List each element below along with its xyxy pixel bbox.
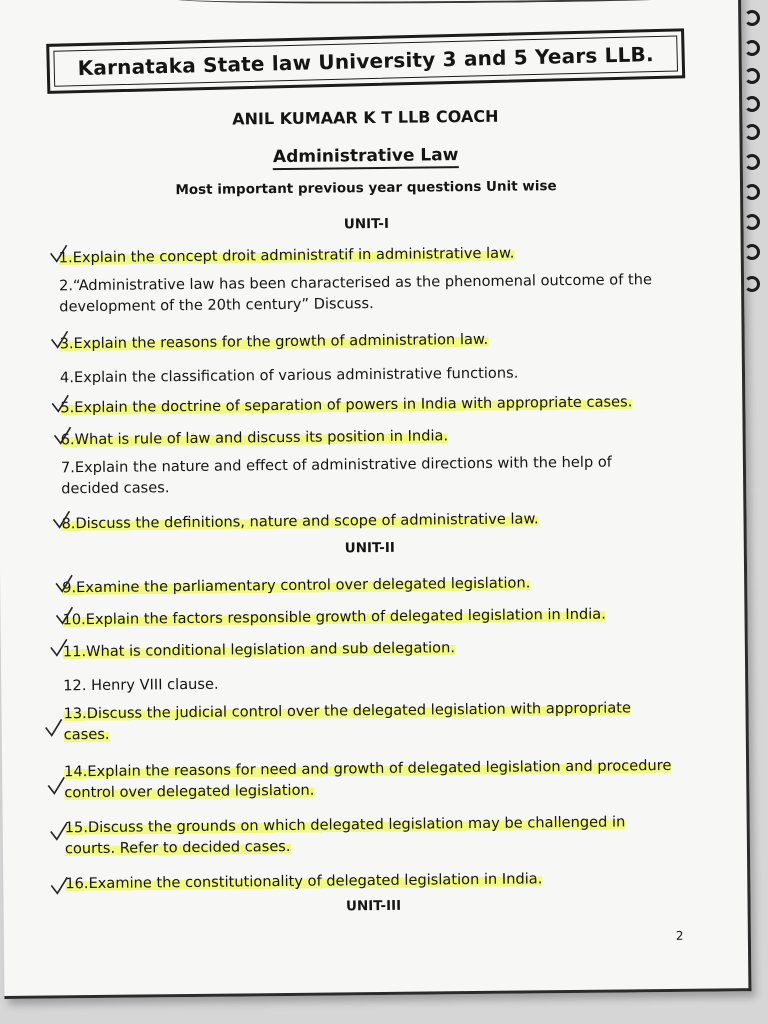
checkmark-icon bbox=[49, 637, 69, 659]
title-box bbox=[46, 28, 685, 94]
question-text: Henry VIII clause. bbox=[90, 675, 219, 695]
question-text: Discuss the definitions, nature and scope of administrative law. bbox=[75, 510, 539, 533]
checkmark-icon bbox=[54, 573, 77, 597]
question-number: 4. bbox=[59, 369, 75, 387]
binding-ring-icon bbox=[744, 244, 760, 260]
question-item bbox=[63, 635, 673, 662]
unit-heading: UNIT-II bbox=[344, 539, 395, 557]
binding-ring-icon bbox=[744, 68, 760, 84]
question-text: Explain the doctrine of separation of powers in India with appropriate cases. bbox=[74, 393, 633, 417]
question-item bbox=[60, 361, 670, 388]
unit-heading: UNIT-I bbox=[343, 215, 390, 233]
subject-heading bbox=[0, 142, 736, 170]
question-text: Explain the classification of various administrative functions. bbox=[73, 364, 519, 387]
question-text: Discuss the judicial control over the delegated legislation with appropriate cases. bbox=[63, 699, 632, 744]
binding-ring-icon bbox=[744, 124, 760, 140]
question-number: 1. bbox=[58, 249, 73, 267]
checkmark-icon bbox=[49, 243, 69, 265]
checkmark-icon bbox=[49, 821, 69, 843]
checkmark-icon bbox=[52, 425, 72, 447]
checkmark-icon bbox=[46, 775, 66, 797]
subject-text: Administrative Law bbox=[273, 145, 459, 170]
question-text: Discuss the grounds on which delegated legislation may be challenged in courts. Refer to decided cases. bbox=[64, 813, 626, 858]
question-text: Explain the factors responsible growth of delegated legislation in India. bbox=[85, 605, 606, 629]
question-number: 11. bbox=[62, 643, 87, 661]
question-item bbox=[61, 507, 671, 534]
question-number: 14. bbox=[64, 763, 88, 781]
checkmark-icon bbox=[50, 393, 70, 415]
binding-ring-icon bbox=[744, 96, 760, 112]
binding-ring-icon bbox=[744, 184, 760, 200]
page-title: Karnataka State law University 3 and 5 Years LLB. bbox=[77, 42, 655, 81]
question-item bbox=[62, 571, 672, 598]
question-text: Explain the reasons for need and growth of delegated legislation and procedure control over delegated legislation. bbox=[64, 756, 672, 802]
checkmark-icon bbox=[51, 509, 71, 531]
unit-heading: UNIT-III bbox=[345, 897, 402, 915]
checkmark-icon bbox=[49, 875, 69, 897]
spiral-binding bbox=[738, 0, 768, 1024]
question-item bbox=[60, 391, 670, 418]
question-item bbox=[63, 697, 673, 745]
question-text: What is conditional legislation and sub delegation. bbox=[85, 639, 456, 661]
question-number: 3. bbox=[59, 335, 74, 353]
question-item bbox=[63, 669, 673, 696]
page-number: 2 bbox=[675, 928, 684, 943]
question-number: 15. bbox=[64, 819, 89, 837]
question-number: 13. bbox=[63, 705, 87, 723]
binding-ring-icon bbox=[744, 154, 760, 170]
checkmark-icon bbox=[54, 605, 74, 627]
question-text: “Administrative law has been characterised as the phenomenal outcome of the development of the 20th century” Discuss. bbox=[59, 271, 652, 316]
subtitle: Most important previous year questions Unit wise bbox=[175, 178, 557, 199]
question-text: Explain the concept droit administratif in administrative law. bbox=[72, 244, 515, 267]
question-item bbox=[59, 241, 669, 268]
question-number: 7. bbox=[60, 459, 75, 477]
question-item bbox=[62, 603, 672, 630]
checkmark-icon bbox=[49, 329, 69, 351]
checkmark-icon bbox=[44, 717, 64, 739]
question-text: Examine the parliamentary control over delegated legislation. bbox=[76, 574, 531, 597]
binding-ring-icon bbox=[744, 214, 760, 230]
question-item bbox=[59, 269, 669, 317]
binding-ring-icon bbox=[744, 10, 760, 26]
question-item bbox=[61, 451, 671, 499]
question-text: Examine the constitutionality of delegated legislation in India. bbox=[88, 870, 543, 893]
question-number: 2. bbox=[58, 277, 74, 295]
author-heading: ANIL KUMAAR K T LLB COACH bbox=[232, 106, 499, 129]
question-item bbox=[65, 867, 675, 894]
question-number: 8. bbox=[61, 515, 76, 533]
question-item bbox=[64, 755, 674, 803]
binding-ring-icon bbox=[744, 276, 760, 292]
question-text: Explain the nature and effect of administrative directions with the help of decided cases. bbox=[61, 453, 612, 498]
question-item bbox=[60, 327, 670, 354]
question-number: 10. bbox=[62, 611, 86, 629]
question-item bbox=[61, 423, 671, 450]
question-number: 6. bbox=[60, 431, 75, 449]
binding-ring-icon bbox=[744, 40, 760, 56]
question-number: 12. bbox=[63, 677, 92, 695]
question-number: 9. bbox=[62, 579, 77, 597]
question-number: 5. bbox=[60, 399, 75, 417]
question-item bbox=[65, 811, 675, 859]
question-text: What is rule of law and discuss its position in India. bbox=[74, 427, 449, 449]
question-number: 16. bbox=[65, 875, 89, 893]
question-text: Explain the reasons for the growth of administration law. bbox=[73, 330, 489, 353]
